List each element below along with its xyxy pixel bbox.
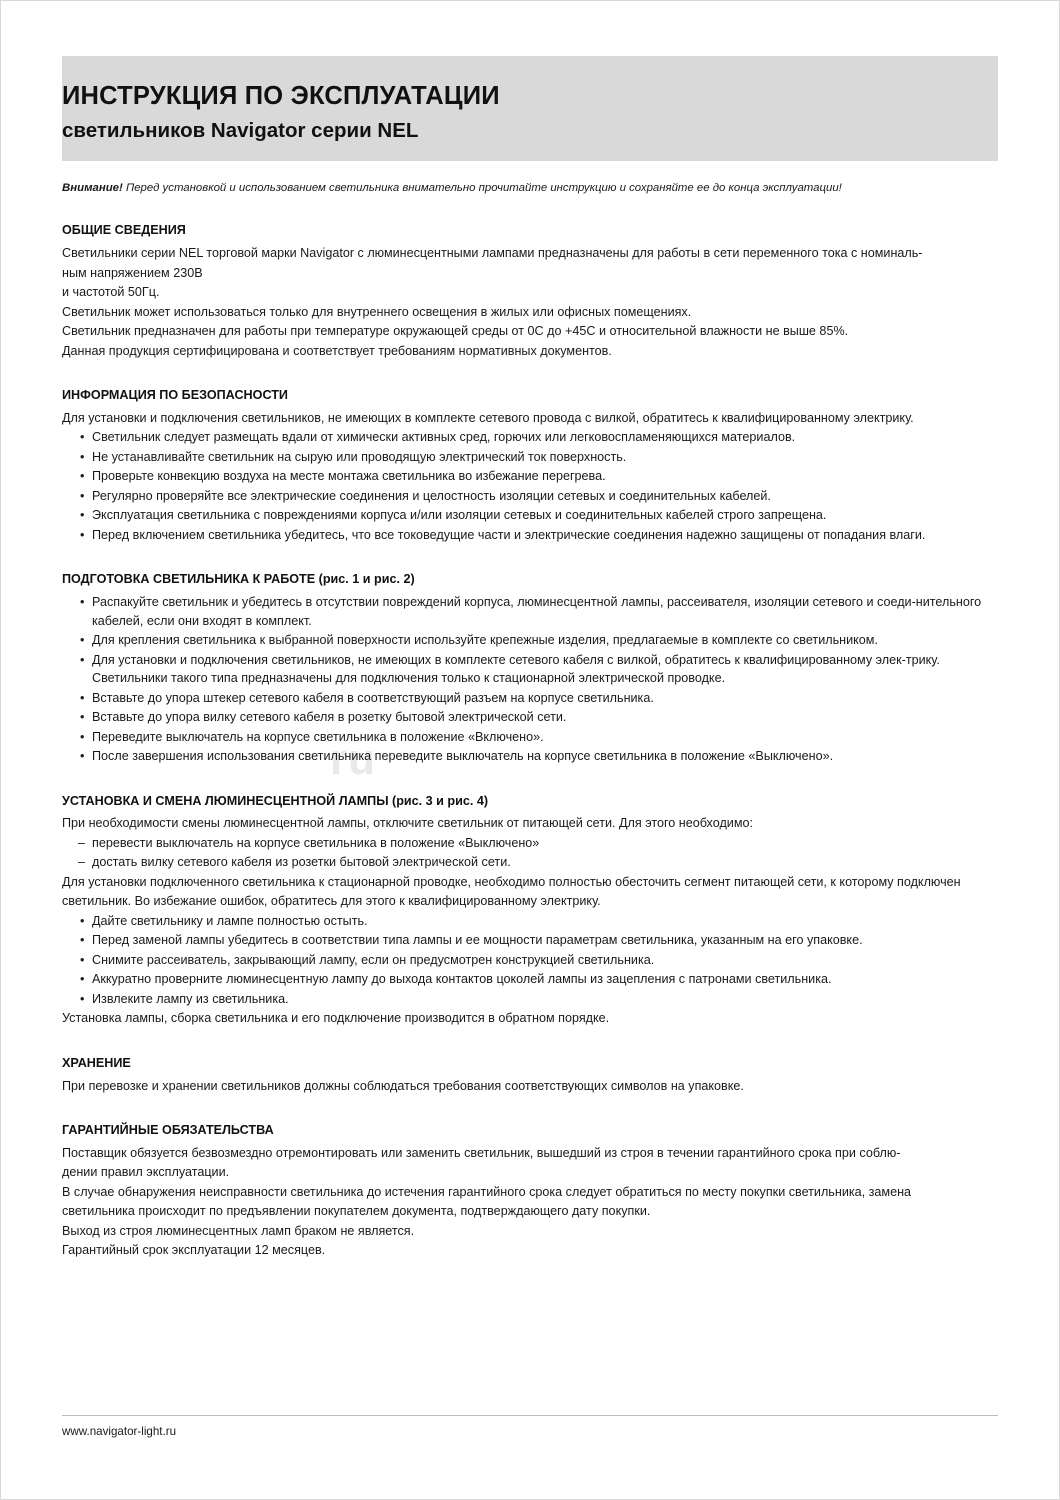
list-item: • Снимите рассеиватель, закрывающий лампу, если он предусмотрен конструкцией светильника. <box>62 951 998 970</box>
paragraph: ным напряжением 230В <box>62 265 203 280</box>
paragraph: светильник. Во избежание ошибок, обратитесь для этого к квалифицированному электрику. <box>62 894 601 909</box>
paragraph: и частотой 50Гц. <box>62 285 160 300</box>
section-heading: ИНФОРМАЦИЯ ПО БЕЗОПАСНОСТИ <box>62 388 288 403</box>
document-header-band <box>62 56 998 161</box>
watermark-text: ru <box>330 735 376 784</box>
paragraph: Данная продукция сертифицирована и соответствует требованиям нормативных документов. <box>62 343 612 358</box>
paragraph: При необходимости смены люминесцентной лампы, отключите светильник от питающей сети. Для этого необходимо: <box>62 816 753 831</box>
paragraph: Поставщик обязуется безвозмездно отремонтировать или заменить светильник, вышедший из строя в течении гарантийного срока при соблю- <box>62 1145 901 1160</box>
paragraph: Выход из строя люминесцентных ламп браком не является. <box>62 1223 415 1238</box>
section-heading: ПОДГОТОВКА СВЕТИЛЬНИКА К РАБОТЕ (рис. 1 и рис. 2) <box>62 572 415 587</box>
section-heading: ГАРАНТИЙНЫЕ ОБЯЗАТЕЛЬСТВА <box>62 1123 274 1138</box>
section-safety-info <box>62 388 998 544</box>
list-item: • Вставьте до упора вилку сетевого кабеля в розетку бытовой электрической сети. <box>62 708 998 727</box>
bullet-list <box>62 593 998 766</box>
list-item: • Дайте светильнику и лампе полностью остыть. <box>62 912 998 931</box>
section-heading: ОБЩИЕ СВЕДЕНИЯ <box>62 223 186 238</box>
paragraph: При перевозке и хранении светильников должны соблюдаться требования соответствующих символов на упаковке. <box>62 1078 744 1093</box>
section-preparation <box>62 572 998 765</box>
list-item: • Эксплуатация светильника с повреждениями корпуса и/или изоляции сетевых и соединительных кабелей строго запрещена. <box>62 506 998 525</box>
paragraph: дении правил эксплуатации. <box>62 1165 230 1180</box>
section-heading: УСТАНОВКА И СМЕНА ЛЮМИНЕСЦЕНТНОЙ ЛАМПЫ (рис. 3 и рис. 4) <box>62 793 489 808</box>
footer-divider <box>62 1415 998 1416</box>
list-item: • Извлеките лампу из светильника. <box>62 990 998 1009</box>
paragraph: Гарантийный срок эксплуатации 12 месяцев. <box>62 1243 326 1258</box>
section-storage <box>62 1056 998 1095</box>
section-warranty <box>62 1123 998 1260</box>
page-title: ИНСТРУКЦИЯ ПО ЭКСПЛУАТАЦИИ <box>62 82 500 110</box>
dash-list <box>62 834 998 872</box>
list-item: • Не устанавливайте светильник на сырую или проводящую электрический ток поверхность. <box>62 448 998 467</box>
list-item: • Для крепления светильника к выбранной поверхности используйте крепежные изделия, предлагаемые в комплекте со светильником. <box>62 631 998 650</box>
paragraph: Светильник предназначен для работы при температуре окружающей среды от 0С до +45С и относительной влажности не выше 85%. <box>62 324 849 339</box>
list-item: • Проверьте конвекцию воздуха на месте монтажа светильника во избежание перегрева. <box>62 467 998 486</box>
list-item: • Распакуйте светильник и убедитесь в отсутствии повреждений корпуса, люминесцентной лампы, рассеивателя, изоляции сетевого и соеди-нительного кабелей, если они входят в комплект. <box>62 593 998 630</box>
attention-note <box>62 181 998 196</box>
page-subtitle: светильников Navigator серии NEL <box>62 119 419 143</box>
paragraph: светильника происходит по предъявлении покупателем документа, подтверждающего дату покупки. <box>62 1204 651 1219</box>
paragraph: Светильник может использоваться только для внутреннего освещения в жилых или офисных помещениях. <box>62 304 692 319</box>
list-item: • Для установки и подключения светильников, не имеющих в комплекте сетевого кабеля с вилкой, обратитесь к квалифицированному элек-трику. Светильники такого типа предназначены для подключения только к стационарной электрической проводке. <box>62 651 998 688</box>
section-heading: ХРАНЕНИЕ <box>62 1055 131 1070</box>
paragraph: Светильники серии NEL торговой марки Navigator с люминесцентными лампами предназначены для работы в сети переменного тока с номиналь- <box>62 246 923 261</box>
paragraph: Для установки подключенного светильника к стационарной проводке, необходимо полностью обесточить сегмент питающей сети, к которому подключен <box>62 874 961 889</box>
list-item: • Аккуратно проверните люминесцентную лампу до выхода контактов цоколей лампы из зацепления с патронами светильника. <box>62 970 998 989</box>
attention-label: Внимание! <box>62 181 123 194</box>
section-lamp-replacement <box>62 794 998 1028</box>
attention-text: Перед установкой и использованием светильника внимательно прочитайте инструкцию и сохраняйте ее до конца эксплуатации! <box>122 181 842 194</box>
paragraph: В случае обнаружения неисправности светильника до истечения гарантийного срока следует обратиться по месту покупки светильника, замена <box>62 1184 912 1199</box>
list-item: • Светильник следует размещать вдали от химически активных сред, горючих или легковоспламеняющихся материалов. <box>62 428 998 447</box>
paragraph: Установка лампы, сборка светильника и его подключение производится в обратном порядке. <box>62 1011 610 1026</box>
list-item: • Вставьте до упора штекер сетевого кабеля в соответствующий разъем на корпусе светильника. <box>62 689 998 708</box>
footer-website-link[interactable]: www.navigator-light.ru <box>62 1425 177 1438</box>
paragraph: Для установки и подключения светильников, не имеющих в комплекте сетевого провода с вилкой, обратитесь к квалифицированному электрику. <box>62 410 914 425</box>
list-item: – перевести выключатель на корпусе светильника в положение «Выключено» <box>62 834 998 853</box>
document-footer <box>62 1415 998 1438</box>
list-item: • Перед включением светильника убедитесь, что все токоведущие части и электрические соединения надежно защищены от попадания влаги. <box>62 526 998 545</box>
list-item: • Перед заменой лампы убедитесь в соответствии типа лампы и ее мощности параметрам светильника, указанным на его упаковке. <box>62 931 998 950</box>
list-item: • Переведите выключатель на корпусе светильника в положение «Включено». <box>62 728 998 747</box>
bullet-list <box>62 912 998 1009</box>
document-content <box>62 56 998 1260</box>
section-general-info <box>62 223 998 360</box>
list-item: • Регулярно проверяйте все электрические соединения и целостность изоляции сетевых и соединительных кабелей. <box>62 487 998 506</box>
list-item: • После завершения использования светильника переведите выключатель на корпусе светильника в положение «Выключено». <box>62 747 998 766</box>
list-item: – достать вилку сетевого кабеля из розетки бытовой электрической сети. <box>62 853 998 872</box>
bullet-list <box>62 428 998 544</box>
